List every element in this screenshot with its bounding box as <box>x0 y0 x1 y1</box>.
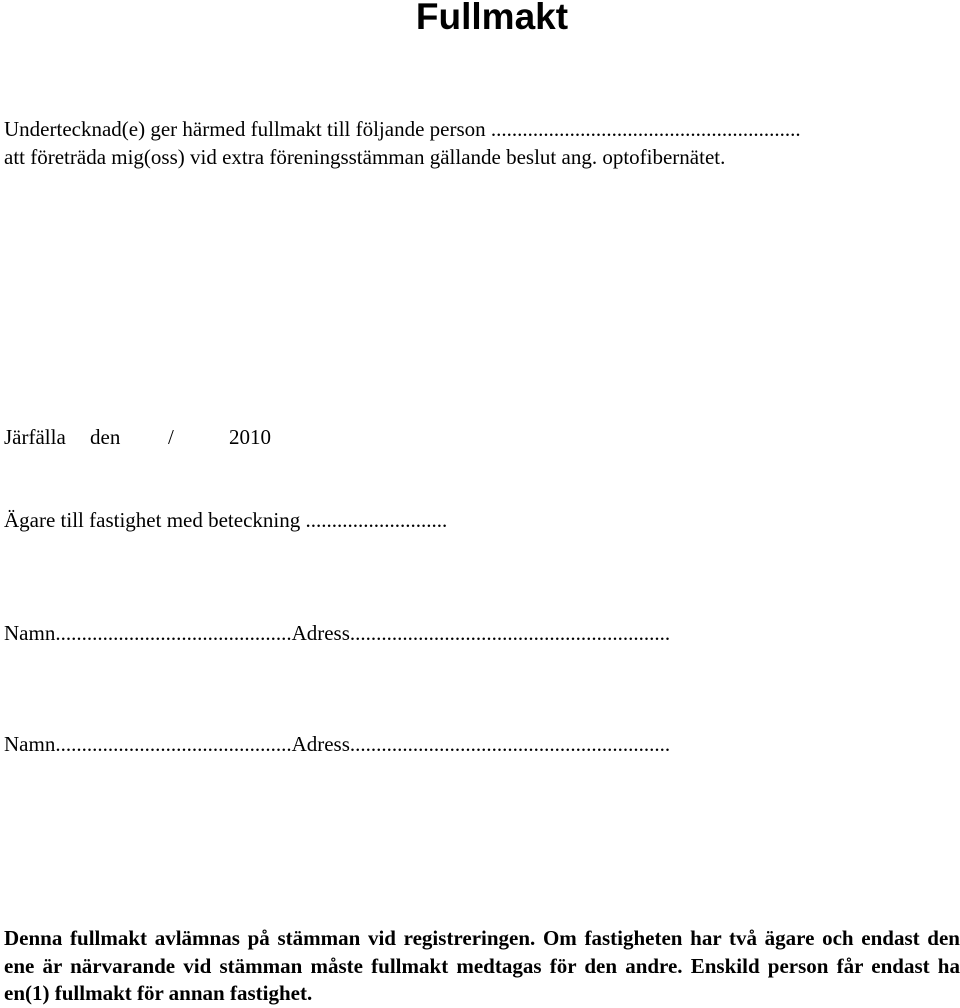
place-city: Järfälla <box>4 425 66 449</box>
date-year: 2010 <box>229 425 271 449</box>
name-address-line-2: Namn.............................................Adress............................................................. <box>4 732 671 756</box>
intro-line-2: att företräda mig(oss) vid extra föreningsstämman gällande beslut ang. optofibernätet. <box>4 145 726 169</box>
intro-line-1: Undertecknad(e) ger härmed fullmakt till följande person ........................................................... <box>4 117 801 141</box>
place-den: den <box>90 425 121 449</box>
document-title: Fullmakt <box>415 0 569 37</box>
date-separator: / <box>168 425 174 449</box>
property-owner-line: Ägare till fastighet med beteckning ........................... <box>4 508 448 532</box>
name-address-line-1: Namn.............................................Adress............................................................. <box>4 621 671 645</box>
registration-note: Denna fullmakt avlämnas på stämman vid registreringen. Om fastigheten har två ägare och endast den ene är närvarande vid stämman måste fullmakt medtagas för den andre. Enskild person får endast ha en(1) fullmakt för annan fastighet. <box>4 926 960 1005</box>
